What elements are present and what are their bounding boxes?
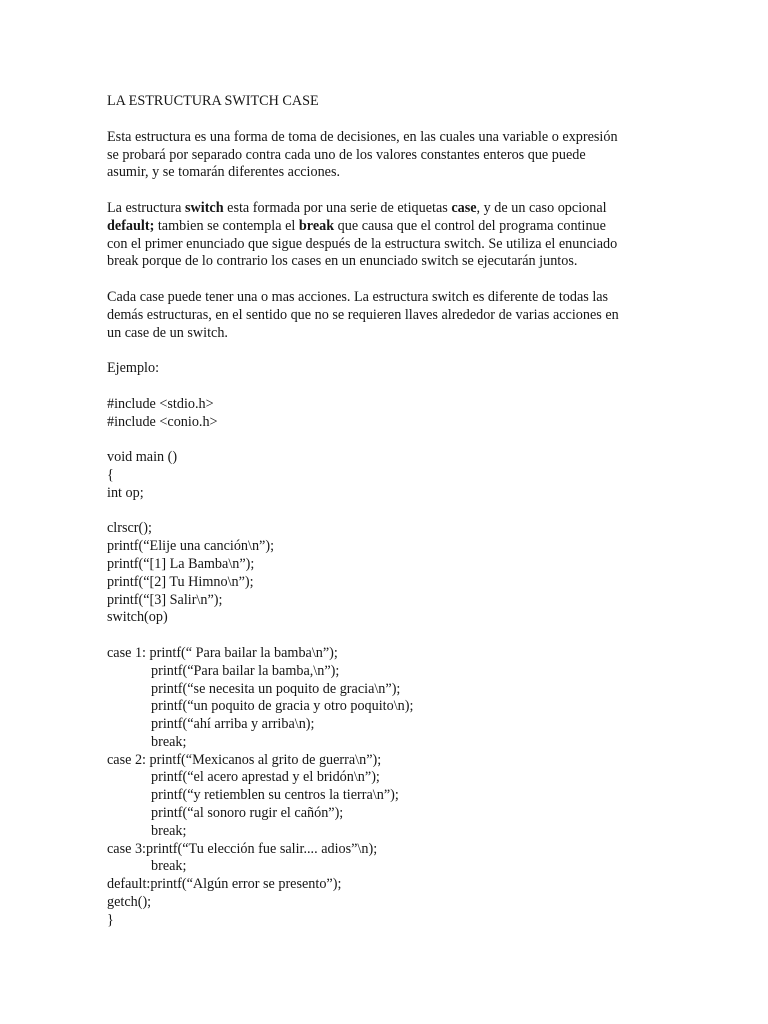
paragraph-line xyxy=(107,200,667,218)
code-line: printf(“Para bailar la bamba,\n”); xyxy=(151,662,340,679)
text-run: esta formada por una serie de etiquetas xyxy=(223,199,452,216)
keyword-break: break xyxy=(298,217,335,234)
spacer xyxy=(107,627,667,645)
code-line: printf(“se necesita un poquito de gracia\n”); xyxy=(151,680,401,697)
text-run: tambien se contempla el xyxy=(154,217,299,234)
text-run: La estructura xyxy=(107,199,185,216)
code-line: break; xyxy=(151,822,187,839)
code-line: printf(“un poquito de gracia y otro poquito\n); xyxy=(151,698,414,715)
spacer xyxy=(107,111,667,129)
document-page xyxy=(107,92,667,930)
code-line: break; xyxy=(151,733,187,750)
code-line: break; xyxy=(151,858,187,875)
spacer xyxy=(107,342,667,360)
text-run: que causa que el control del programa continue xyxy=(334,217,606,234)
code-line: default:printf(“Algún error se presento”); xyxy=(107,876,342,893)
example-label: Ejemplo: xyxy=(107,360,160,377)
code-line: printf(“el acero aprestad y el bridón\n”); xyxy=(151,769,380,786)
code-line: printf(“[3] Salir\n”); xyxy=(107,591,223,608)
paragraph-line: break porque de lo contrario los cases en un enunciado switch se ejecutarán juntos. xyxy=(107,253,578,270)
paragraph-line: un case de un switch. xyxy=(107,324,228,341)
code-listing xyxy=(107,396,667,930)
keyword-case: case xyxy=(451,199,477,216)
paragraph-line: con el primer enunciado que sigue después de la estructura switch. Se utiliza el enunciado xyxy=(107,235,618,252)
paragraph-intro xyxy=(107,129,667,182)
code-line: printf(“ahí arriba y arriba\n); xyxy=(151,716,315,733)
code-line: printf(“[2] Tu Himno\n”); xyxy=(107,573,254,590)
code-line: switch(op) xyxy=(107,609,168,626)
code-line: case 1: printf(“ Para bailar la bamba\n”); xyxy=(107,644,338,661)
keyword-default: default; xyxy=(107,217,155,234)
spacer xyxy=(107,378,667,396)
code-line: void main () xyxy=(107,449,178,466)
code-line: int op; xyxy=(107,484,144,501)
code-line: printf(“[1] La Bamba\n”); xyxy=(107,555,255,572)
paragraph-line: demás estructuras, en el sentido que no se requieren llaves alrededor de varias acciones en xyxy=(107,306,619,323)
paragraph-case-actions xyxy=(107,289,667,342)
paragraph-switch-definition xyxy=(107,200,667,271)
paragraph-line: Esta estructura es una forma de toma de decisiones, en las cuales una variable o expresión xyxy=(107,128,618,145)
code-line: #include <conio.h> xyxy=(107,413,218,430)
code-line: getch(); xyxy=(107,894,152,911)
paragraph-line: asumir, y se tomarán diferentes acciones. xyxy=(107,164,341,181)
keyword-switch: switch xyxy=(185,199,224,216)
paragraph-line: Cada case puede tener una o mas acciones. La estructura switch es diferente de todas las xyxy=(107,288,609,305)
document-title: LA ESTRUCTURA SWITCH CASE xyxy=(107,93,319,109)
text-run: , y de un caso opcional xyxy=(476,199,607,216)
code-line: printf(“y retiemblen su centros la tierra\n”); xyxy=(151,787,399,804)
code-line: case 3:printf(“Tu elección fue salir.... adios”\n); xyxy=(107,840,378,857)
code-line: #include <stdio.h> xyxy=(107,395,214,412)
spacer xyxy=(107,271,667,289)
code-line: printf(“Elije una canción\n”); xyxy=(107,538,275,555)
code-line: case 2: printf(“Mexicanos al grito de guerra\n”); xyxy=(107,751,382,768)
spacer xyxy=(107,431,667,449)
code-line: clrscr(); xyxy=(107,520,152,537)
code-line: printf(“al sonoro rugir el cañón”); xyxy=(151,805,344,822)
code-line: } xyxy=(107,911,114,928)
spacer xyxy=(107,182,667,200)
spacer xyxy=(107,503,667,521)
paragraph-line: se probará por separado contra cada uno de los valores constantes enteros que puede xyxy=(107,146,586,163)
paragraph-line xyxy=(107,218,667,236)
code-line: { xyxy=(107,466,114,483)
